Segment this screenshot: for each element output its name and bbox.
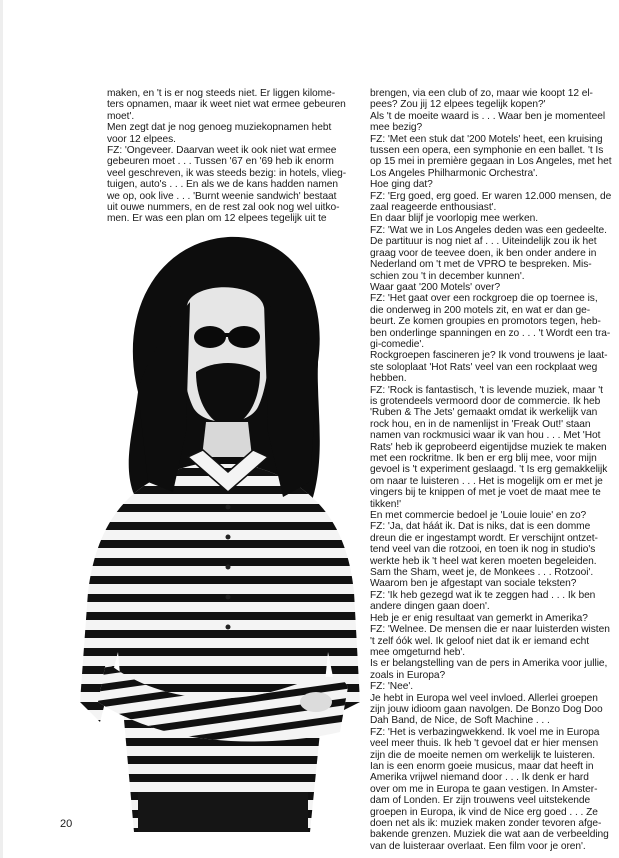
text-line: namen van rockmusici waar ik van hou . . . Met 'Hot: [370, 430, 601, 442]
text-line: En daar blijf je voorlopig mee werken.: [370, 213, 538, 225]
text-line: Los Angeles Philharmonic Orchestra'.: [370, 167, 538, 179]
text-line: van de luisteraar overlaat. Een film voor je oren'.: [370, 840, 586, 852]
text-line: tuigen, auto's . . . En als we de kans hadden namen: [107, 179, 339, 191]
text-line: maken, en 't is er nog steeds niet. Er liggen kilome-: [107, 88, 336, 99]
text-line: dam of Londen. Er zijn trouwens veel uitstekende: [370, 795, 591, 807]
text-line: Hoe ging dat?: [370, 179, 433, 191]
text-line: tend veel van die rotzooi, en toen ik nog in studio's: [370, 544, 596, 556]
text-line: FZ: 'Met een stuk dat '200 Motels' heet, een kruising: [370, 133, 603, 145]
text-line: veel meer thuis. Ik heb 't gevoel dat er hier mensen: [370, 738, 599, 750]
page-edge: [0, 0, 3, 858]
text-line: bakende grenzen. Muziek die wat aan de verbeelding: [370, 829, 609, 841]
text-line: tikken!': [370, 498, 401, 510]
text-line: FZ: 'Ik heb gezegd wat ik te zeggen had . . . Ik ben: [370, 589, 596, 601]
text-line: Waarom ben je afgestapt van sociale teksten?: [370, 578, 577, 590]
text-line: gebeuren moet . . . Tussen '67 en '69 heb ik enorm: [107, 156, 334, 168]
text-line: gevoel is 't experiment geslaagd. 't Is erg gemakkelijk: [370, 464, 608, 476]
text-line: Dah Band, de Nice, de Soft Machine . . .: [370, 715, 550, 727]
text-line: op 15 mei in première gegaan in Los Angeles, met het: [370, 156, 612, 168]
text-line: ters opnamen, maar ik weet niet wat ermee gebeuren: [107, 99, 346, 111]
text-line: veel geschreven, ik was steeds bezig: in hotels, vlieg-: [107, 167, 347, 179]
text-line: voor 12 elpees.: [107, 133, 176, 145]
text-line: Waar gaat '200 Motels' over?: [370, 281, 501, 293]
text-line: FZ: 'Wat we in Los Angeles deden was een gedeelte.: [370, 224, 607, 236]
text-line: mee bezig?: [370, 122, 423, 134]
text-line: tussen een opera, een symphonie en een ballet. 't Is: [370, 145, 604, 157]
text-line: met een rockritme. Ik ben er erg blij mee, voor mijn: [370, 453, 597, 464]
text-line: zijn die de moeite nemen om werkelijk te luisteren.: [370, 749, 596, 761]
text-line: ben onderlinge spanningen en zo . . . 't Wordt een tra-: [370, 327, 611, 339]
text-line: zaal reageerde enthousiast'.: [370, 202, 497, 214]
text-line: vingers bij te knippen of met je voet de maat mee te: [370, 487, 601, 499]
text-line: FZ: 'Rock is fantastisch, 't is levende muziek, maar 't: [370, 384, 603, 396]
left-column-text: [107, 88, 347, 225]
text-line: FZ: 'Het gaat over een rockgroep die op toernee is,: [370, 293, 598, 305]
text-line: Als 't de moeite waard is . . . Waar ben je momenteel: [370, 110, 606, 122]
text-line: En met commercie bedoel je 'Louie louie' en zo?: [370, 510, 587, 522]
text-line: Is er belangstelling van de pers in Amerika voor jullie,: [370, 658, 608, 670]
text-line: mee omgeturnd heb'.: [370, 646, 466, 658]
text-line: om naar te luisteren . . . Het is mogelijk om er met je: [370, 475, 603, 487]
text-line: zoals in Europa?: [370, 669, 446, 681]
text-line: pees? Zou jij 12 elpees tegelijk kopen?': [370, 99, 546, 111]
text-line: Je hebt in Europa wel veel invloed. Allerlei groepen: [370, 692, 598, 704]
text-line: FZ: 'Welnee. De mensen die er naar luisterden wisten: [370, 624, 610, 636]
text-line: Nederland om 't met de VPRO te bespreken. Mis-: [370, 259, 592, 271]
text-line: gi-comedie'.: [370, 338, 425, 350]
text-line: men. Er was een plan om 12 elpees tegelijk uit te: [107, 213, 327, 225]
portrait-photo: [78, 232, 360, 832]
text-line: FZ: 'Het is verbazingwekkend. Ik voel me in Europa: [370, 726, 600, 738]
text-line: Ian is een enorm goeie musicus, maar dat heeft in: [370, 760, 594, 772]
text-line: moet'.: [107, 110, 135, 122]
text-line: dreun die er ingestampt wordt. Er verschijnt ontzet-: [370, 532, 598, 544]
text-line: ste soloplaat 'Hot Rats' veel van een rockplaat weg: [370, 361, 598, 373]
text-line: FZ: 'Ja, dat háát ik. Dat is niks, dat is een domme: [370, 521, 591, 533]
page-number: 20: [60, 818, 73, 830]
text-line: andere dingen gaan doen'.: [370, 601, 490, 613]
text-line: 'Ruben & The Jets' gemaakt omdat ik werkelijk van: [370, 407, 598, 419]
text-line: we op, ook live . . . 'Burnt weenie sandwich' bestaat: [107, 190, 337, 202]
text-line: FZ: 'Nee'.: [370, 681, 414, 693]
text-line: Men zegt dat je nog genoeg muziekopnamen hebt: [107, 122, 332, 134]
text-line: Heb je er enig resultaat van gemerkt in Amerika?: [370, 612, 588, 624]
text-line: over om me in Europa te gaan vestigen. In Amster-: [370, 783, 598, 795]
text-line: uit ouwe nummers, en de rest zal ook nog wel uitko-: [107, 202, 340, 214]
text-line: Sam the Sham, weet je, de Monkees . . . Rotzooi'.: [370, 567, 594, 579]
right-column-text: [370, 88, 610, 852]
text-line: brengen, via een club of zo, maar wie koopt 12 el-: [370, 88, 593, 99]
text-line: zijn jouw idioom gaan navolgen. De Bonzo Dog Doo: [370, 703, 603, 715]
text-line: schien zou 't in december kunnen'.: [370, 270, 525, 282]
text-line: hebben.: [370, 373, 407, 385]
text-line: doen net als ik: muziek maken zonder tevoren afge-: [370, 818, 602, 829]
text-line: graag voor de teevee doen, ik ben onder andere in: [370, 247, 597, 259]
text-line: 't zelf óók wel. Ik geloof niet dat ik er iemand echt: [370, 635, 590, 647]
text-line: FZ: 'Ongeveer. Daarvan weet ik ook niet wat ermee: [107, 145, 337, 157]
text-line: beurt. Ze komen groupies en promotors tegen, heb-: [370, 316, 601, 328]
text-line: rock hou, en in de namenlijst in 'Freak Out!' staan: [370, 418, 591, 430]
text-line: FZ: 'Erg goed, erg goed. Er waren 12.000 mensen, de: [370, 190, 612, 202]
text-line: Rockgroepen fascineren je? Ik vond trouwens je laat-: [370, 350, 608, 362]
text-line: is grotendeels vermoord door de commercie. Ik heb: [370, 395, 601, 407]
text-line: De partituur is nog niet af . . . Uiteindelijk zou ik het: [370, 236, 597, 248]
text-line: Amerika vrijwel niemand door . . . Ik denk er hard: [370, 772, 589, 784]
text-line: groepen in Europa, ik vind de Nice erg goed . . . Ze: [370, 806, 598, 818]
text-line: Rats' heb ik geprobeerd eigentijdse muziek te maken: [370, 441, 607, 453]
text-line: die onderweg in 200 motels zit, en wat er dan ge-: [370, 304, 591, 316]
text-line: werkte heb ik 't heel wat keren moeten begeleiden.: [370, 555, 597, 567]
